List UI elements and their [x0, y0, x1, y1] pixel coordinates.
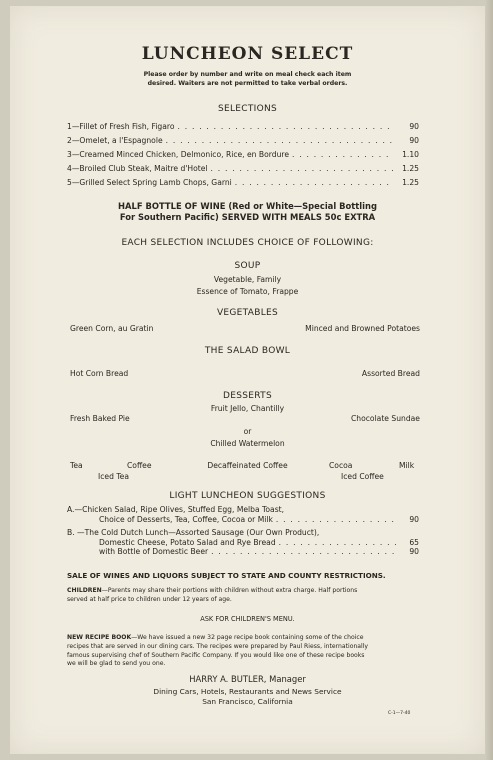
light-lunch-a [67, 505, 419, 524]
selection-label: 3—Creamed Minced Chicken, Delmonico, Rice, en Bordure [67, 150, 290, 159]
manager-name: HARRY A. BUTLER, Manager [189, 674, 306, 684]
selection-price: 90 [409, 136, 419, 145]
salad-left: Hot Corn Bread [70, 369, 129, 378]
department: Dining Cars, Hotels, Restaurants and News Service [153, 687, 342, 696]
form-code: C-1—7-40 [388, 711, 411, 716]
dessert-center-2: Chilled Watermelon [210, 439, 285, 448]
order-instructions [10, 70, 485, 88]
lunch-b-line-2: Domestic Cheese, Potato Salad and Rye Bread [99, 537, 276, 547]
children-lead: CHILDREN [67, 587, 102, 594]
vegetable-left: Green Corn, au Gratin [70, 324, 154, 333]
selection-item [67, 122, 419, 131]
dessert-center-1: Fruit Jello, Chantilly [210, 404, 285, 413]
lunch-b-price-2: 90 [409, 547, 419, 557]
lunch-b-line-1: B. —The Cold Dutch Lunch—Assorted Sausage (Our Own Product), [67, 528, 320, 537]
beverage-coffee: Coffee [127, 461, 152, 470]
children-note [67, 587, 427, 605]
dessert-left: Fresh Baked Pie [70, 414, 130, 423]
wine-line-2: For Southern Pacific) SERVED WITH MEALS 50c EXTRA [119, 212, 376, 222]
beverage-milk: Milk [399, 461, 415, 470]
desserts-heading: DESSERTS [223, 391, 272, 401]
beverage-decaf: Decaffeinated Coffee [207, 461, 288, 470]
selection-item [67, 150, 419, 159]
beverage-cocoa: Cocoa [329, 461, 353, 470]
selection-price: 1.10 [402, 150, 419, 159]
recipe-text-4: we will be glad to send you one. [67, 660, 166, 668]
menu-page [10, 6, 485, 754]
children-text-2: served at half price to children under 12 years of age. [67, 595, 232, 603]
city: San Francisco, California [202, 697, 293, 706]
soup-line-1: Vegetable, Family [213, 275, 282, 284]
recipe-book-note [67, 634, 427, 669]
wine-line-1: HALF BOTTLE OF WINE (Red or White—Special Bottling [118, 201, 377, 211]
lunch-a-price: 90 [409, 514, 419, 524]
children-text-1: —Parents may share their portions with children without extra charge. Half portions [101, 587, 358, 594]
vegetable-right: Minced and Browned Potatoes [305, 324, 420, 333]
page-edge-shadow [485, 0, 493, 760]
childrens-menu-note: ASK FOR CHILDREN'S MENU. [200, 615, 295, 623]
selection-item [67, 178, 419, 187]
recipe-lead: NEW RECIPE BOOK [67, 634, 132, 641]
soup-line-2: Essence of Tomato, Frappe [196, 287, 299, 296]
selections-heading: SELECTIONS [217, 104, 278, 114]
selection-price: 90 [409, 122, 419, 131]
lunch-a-line-1: A.—Chicken Salad, Ripe Olives, Stuffed Egg, Melba Toast, [67, 505, 285, 514]
selection-label: 2—Omelet, a l'Espagnole [67, 136, 163, 145]
selection-label: 1—Fillet of Fresh Fish, Figaro [67, 122, 175, 131]
recipe-text-3: famous supervising chef of Southern Pacific Company. If you would like one of these recipe books [67, 651, 365, 659]
menu-title: LUNCHEON SELECT [141, 44, 354, 64]
vegetables-heading: VEGETABLES [216, 308, 279, 318]
liquor-notice: SALE OF WINES AND LIQUORS SUBJECT TO STATE AND COUNTY RESTRICTIONS. [67, 571, 386, 580]
dessert-or: or [243, 427, 252, 436]
beverage-iced-tea: Iced Tea [98, 472, 129, 481]
lunch-a-line-2: Choice of Desserts, Tea, Coffee, Cocoa or Milk [99, 514, 273, 524]
selection-label: 5—Grilled Select Spring Lamb Chops, Garni [67, 178, 232, 187]
lunch-b-line-3: with Bottle of Domestic Beer [99, 547, 209, 557]
selection-item [67, 164, 419, 173]
selection-price: 1.25 [402, 178, 419, 187]
salad-heading: THE SALAD BOWL [204, 346, 291, 356]
lunch-b-price-1: 65 [409, 537, 419, 547]
choice-heading: EACH SELECTION INCLUDES CHOICE OF FOLLOWING: [121, 238, 374, 248]
light-lunch-b [67, 528, 419, 557]
soup-heading: SOUP [234, 261, 261, 271]
salad-right: Assorted Bread [361, 369, 420, 378]
wine-offer [10, 201, 485, 223]
selection-label: 4—Broiled Club Steak, Maitre d'Hotel [67, 164, 208, 173]
beverage-tea: Tea [70, 461, 83, 470]
selection-item [67, 136, 419, 145]
selection-price: 1.25 [402, 164, 419, 173]
beverage-iced-coffee: Iced Coffee [341, 472, 384, 481]
dessert-right: Chocolate Sundae [350, 414, 420, 423]
instructions-line-1: Please order by number and write on meal check each item [143, 71, 352, 78]
recipe-text-1: —We have issued a new 32 page recipe book containing some of the choice [131, 634, 364, 641]
light-lunch-heading: LIGHT LUNCHEON SUGGESTIONS [169, 491, 326, 501]
instructions-line-2: desired. Waiters are not permitted to take verbal orders. [147, 80, 348, 87]
recipe-text-2: recipes that are served in our dining cars. The recipes were prepared by Paul Riess, internationally [67, 642, 369, 650]
